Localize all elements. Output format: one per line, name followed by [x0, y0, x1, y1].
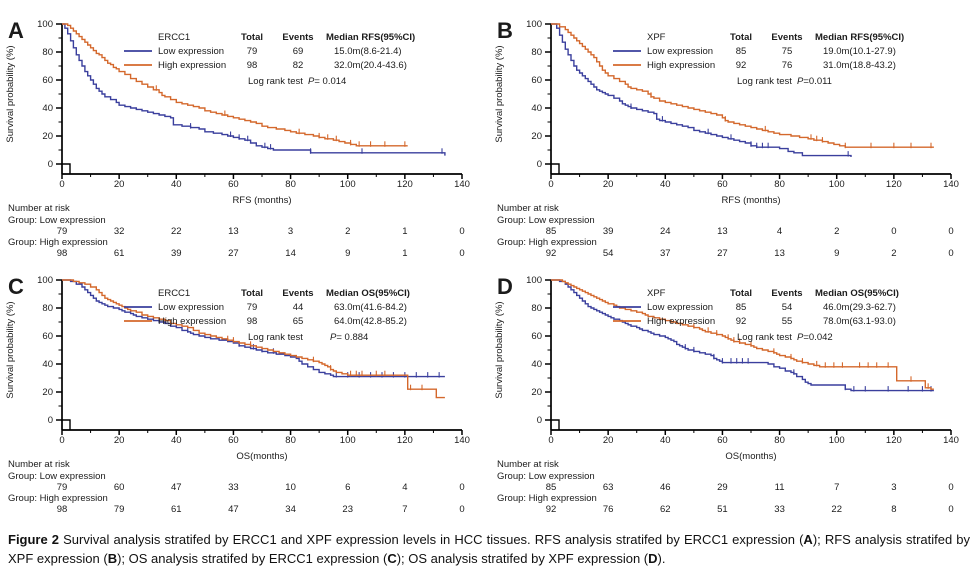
risk-value: 92 [545, 504, 557, 515]
risk-value: 47 [228, 504, 239, 515]
x-axis-title: RFS (months) [232, 195, 292, 206]
legend-group-title: XPF [647, 288, 666, 299]
legend-events-value: 69 [292, 46, 304, 57]
risk-value: 24 [659, 226, 671, 237]
x-tick-label: 80 [285, 179, 296, 190]
panel-letter: C [8, 274, 24, 299]
x-tick-label: 20 [602, 435, 614, 446]
risk-group-label: Group: Low expression [497, 471, 595, 482]
legend-series-label: Low expression [647, 46, 714, 57]
legend-col-events: Events [282, 288, 314, 299]
panel-b [489, 4, 978, 260]
caption-bold-segment: B [107, 550, 118, 566]
x-tick-label: 120 [396, 435, 413, 446]
y-tick-label: 0 [47, 415, 53, 427]
y-tick-label: 40 [531, 103, 542, 115]
risk-value: 0 [948, 482, 954, 493]
risk-value: 79 [56, 482, 68, 493]
panel-letter: D [497, 274, 513, 299]
legend-total-value: 79 [246, 302, 258, 313]
risk-value: 61 [113, 248, 125, 259]
panel-a [0, 4, 489, 260]
legend-col-total: Total [730, 288, 752, 299]
risk-value: 10 [285, 482, 296, 493]
origin-notch [62, 420, 70, 430]
legend-median-value: 31.0m(18.8-43.2) [823, 60, 896, 71]
x-tick-label: 140 [943, 179, 959, 190]
legend-series-label: High expression [158, 60, 227, 71]
log-rank-label: Log rank test [737, 332, 792, 343]
risk-value: 3 [891, 482, 897, 493]
legend-median-value: 63.0m(41.6-84.2) [334, 302, 407, 313]
risk-value: 1 [402, 248, 408, 259]
legend-col-total: Total [241, 288, 263, 299]
risk-value: 47 [170, 482, 182, 493]
caption-segment: ); OS analysis stratifed by ERCC1 expression ( [117, 550, 388, 566]
risk-value: 27 [228, 248, 239, 259]
risk-value: 4 [776, 226, 783, 237]
risk-value: 2 [834, 226, 840, 237]
risk-value: 0 [459, 504, 465, 515]
risk-value: 9 [345, 248, 351, 259]
y-tick-label: 100 [526, 275, 542, 287]
risk-value: 7 [402, 504, 408, 515]
risk-value: 92 [545, 248, 557, 259]
risk-value: 33 [774, 504, 785, 515]
risk-value: 62 [659, 504, 671, 515]
y-axis-title: Survival probability (%) [5, 45, 16, 143]
caption-segment: Survival analysis stratifed by ERCC1 and XPF expression levels in HCC tissues. RFS analysis stratifed by ERCC1 expression ( [63, 532, 804, 547]
km-plot-svg [489, 4, 978, 260]
log-rank-label: Log rank test [737, 76, 792, 87]
number-at-risk-title: Number at risk [8, 203, 70, 214]
y-tick-label: 80 [42, 303, 53, 315]
risk-value: 13 [228, 226, 239, 237]
legend-series-label: High expression [647, 316, 716, 327]
legend-median-value: 19.0m(10.1-27.9) [823, 46, 896, 57]
y-tick-label: 80 [531, 47, 542, 59]
origin-notch [551, 164, 559, 174]
legend-total-value: 92 [735, 316, 747, 327]
risk-value: 0 [948, 226, 954, 237]
risk-value: 4 [402, 482, 408, 493]
legend-events-value: 44 [292, 302, 304, 313]
legend-total-value: 92 [735, 60, 747, 71]
risk-value: 63 [602, 482, 614, 493]
risk-value: 98 [56, 504, 68, 515]
legend-series-label: Low expression [647, 302, 714, 313]
log-rank-p-value: P= 0.884 [330, 332, 369, 343]
x-tick-label: 140 [943, 435, 959, 446]
risk-value: 0 [459, 482, 465, 493]
x-tick-label: 100 [339, 179, 356, 190]
risk-value: 98 [56, 248, 68, 259]
km-plot-svg [489, 260, 978, 516]
y-tick-label: 60 [42, 331, 53, 343]
risk-group-label: Group: High expression [8, 493, 108, 504]
risk-value: 51 [717, 504, 728, 515]
legend-total-value: 79 [246, 46, 258, 57]
x-tick-label: 40 [170, 435, 182, 446]
risk-value: 3 [287, 226, 294, 237]
caption-segment: ). [657, 550, 666, 566]
risk-value: 13 [774, 248, 785, 259]
y-tick-label: 100 [37, 19, 53, 31]
risk-value: 46 [659, 482, 671, 493]
origin-notch [551, 420, 559, 430]
risk-value: 79 [113, 504, 125, 515]
x-tick-label: 0 [548, 179, 554, 190]
y-tick-label: 20 [42, 131, 53, 143]
x-tick-label: 20 [113, 435, 125, 446]
risk-group-label: Group: High expression [8, 237, 108, 248]
x-tick-label: 40 [659, 435, 671, 446]
x-tick-label: 120 [885, 179, 902, 190]
y-tick-label: 80 [42, 47, 53, 59]
origin-notch [62, 164, 70, 174]
risk-value: 6 [345, 482, 351, 493]
risk-value: 0 [459, 226, 465, 237]
panel-letter: A [8, 18, 24, 43]
legend-series-label: High expression [158, 316, 227, 327]
y-tick-label: 60 [42, 75, 53, 87]
risk-value: 85 [545, 482, 557, 493]
risk-group-label: Group: Low expression [8, 471, 106, 482]
risk-value: 39 [170, 248, 182, 259]
legend-events-value: 55 [781, 316, 793, 327]
log-rank-p-value: P= 0.014 [308, 76, 347, 87]
x-tick-label: 0 [59, 179, 65, 190]
risk-value: 37 [659, 248, 671, 259]
x-tick-label: 100 [339, 435, 356, 446]
number-at-risk-title: Number at risk [8, 459, 70, 470]
risk-value: 0 [891, 226, 897, 237]
risk-value: 14 [285, 248, 296, 259]
log-rank-p-value: P=0.042 [797, 332, 833, 343]
risk-group-label: Group: High expression [497, 237, 597, 248]
legend-total-value: 85 [735, 302, 747, 313]
y-tick-label: 0 [47, 159, 53, 171]
legend-total-value: 98 [246, 316, 258, 327]
y-axis-title: Survival probability (%) [5, 301, 16, 399]
x-tick-label: 20 [113, 179, 125, 190]
panel-c [0, 260, 489, 516]
legend-median-value: 64.0m(42.8-85.2) [334, 316, 407, 327]
y-tick-label: 100 [526, 19, 542, 31]
risk-value: 29 [717, 482, 728, 493]
number-at-risk-title: Number at risk [497, 459, 559, 470]
legend-median-value: 78.0m(63.1-93.0) [823, 316, 896, 327]
risk-value: 39 [602, 226, 614, 237]
km-plot-svg [0, 260, 489, 516]
risk-value: 34 [285, 504, 296, 515]
legend-col-total: Total [730, 32, 752, 43]
risk-value: 85 [545, 226, 557, 237]
y-tick-label: 40 [42, 103, 53, 115]
caption-bold-segment: Figure 2 [8, 532, 64, 547]
risk-value: 11 [774, 482, 785, 493]
log-rank-label: Log rank test [248, 332, 303, 343]
x-tick-label: 60 [717, 179, 728, 190]
legend-median-value: 32.0m(20.4-43.6) [334, 60, 407, 71]
x-tick-label: 60 [228, 179, 239, 190]
x-tick-label: 120 [396, 179, 413, 190]
y-tick-label: 40 [42, 359, 53, 371]
legend-series-label: High expression [647, 60, 716, 71]
legend-median-value: 46.0m(29.3-62.7) [823, 302, 896, 313]
risk-value: 2 [345, 226, 351, 237]
x-tick-label: 40 [170, 179, 182, 190]
legend-total-value: 98 [246, 60, 258, 71]
x-tick-label: 100 [828, 179, 845, 190]
risk-value: 61 [170, 504, 182, 515]
legend-col-events: Events [282, 32, 314, 43]
x-axis-title: OS(months) [725, 451, 777, 462]
y-tick-label: 20 [531, 387, 542, 399]
caption-bold-segment: D [648, 550, 658, 566]
y-tick-label: 60 [531, 331, 542, 343]
panel-letter: B [497, 18, 513, 43]
risk-group-label: Group: High expression [497, 493, 597, 504]
risk-group-label: Group: Low expression [8, 215, 106, 226]
risk-value: 60 [113, 482, 125, 493]
risk-value: 32 [113, 226, 125, 237]
risk-value: 79 [56, 226, 68, 237]
x-tick-label: 80 [285, 435, 296, 446]
x-tick-label: 100 [828, 435, 845, 446]
legend-series-label: Low expression [158, 46, 225, 57]
x-tick-label: 140 [454, 179, 470, 190]
y-tick-label: 0 [536, 415, 542, 427]
caption-bold-segment: A [803, 532, 813, 547]
legend-events-value: 82 [292, 60, 304, 71]
legend-col-median: Median RFS(95%CI) [815, 32, 905, 43]
risk-value: 9 [834, 248, 840, 259]
x-axis-title: RFS (months) [721, 195, 781, 206]
km-plot-svg [0, 4, 489, 260]
risk-value: 76 [602, 504, 614, 515]
number-at-risk-title: Number at risk [497, 203, 559, 214]
legend-series-label: Low expression [158, 302, 225, 313]
legend-col-median: Median RFS(95%CI) [326, 32, 416, 43]
risk-value: 7 [834, 482, 840, 493]
x-tick-label: 0 [548, 435, 554, 446]
axes [62, 24, 462, 174]
panel-d [489, 260, 978, 516]
risk-value: 0 [948, 248, 954, 259]
risk-value: 27 [717, 248, 728, 259]
legend-total-value: 85 [735, 46, 747, 57]
y-axis-title: Survival probability (%) [494, 301, 505, 399]
risk-value: 2 [891, 248, 897, 259]
x-tick-label: 40 [659, 179, 671, 190]
risk-value: 13 [717, 226, 728, 237]
x-tick-label: 140 [454, 435, 470, 446]
risk-value: 0 [948, 504, 954, 515]
y-tick-label: 60 [531, 75, 542, 87]
legend-col-median: Median OS(95%CI) [326, 288, 410, 299]
risk-value: 1 [402, 226, 408, 237]
legend-col-total: Total [241, 32, 263, 43]
caption-bold-segment: C [387, 550, 397, 566]
x-tick-label: 20 [602, 179, 614, 190]
legend-group-title: XPF [647, 32, 666, 43]
risk-value: 33 [228, 482, 239, 493]
risk-value: 0 [459, 248, 465, 259]
y-axis-title: Survival probability (%) [494, 45, 505, 143]
legend-events-value: 65 [292, 316, 304, 327]
legend-col-median: Median OS(95%CI) [815, 288, 899, 299]
y-tick-label: 20 [531, 131, 542, 143]
x-tick-label: 80 [774, 435, 785, 446]
x-tick-label: 0 [59, 435, 65, 446]
risk-value: 54 [602, 248, 614, 259]
risk-value: 22 [831, 504, 843, 515]
legend-median-value: 15.0m(8.6-21.4) [334, 46, 402, 57]
legend-events-value: 76 [781, 60, 793, 71]
caption-segment: ); OS analysis stratifed by XPF expression ( [396, 550, 649, 566]
caption-segment: ); RFS analysis stratifed by XPF expression ( [8, 532, 971, 566]
y-tick-label: 0 [536, 159, 542, 171]
risk-group-label: Group: Low expression [497, 215, 595, 226]
survival-curve-low-expression [62, 24, 445, 156]
legend-group-title: ERCC1 [158, 32, 191, 43]
x-tick-label: 80 [774, 179, 785, 190]
x-tick-label: 60 [228, 435, 239, 446]
figure-caption [8, 531, 970, 569]
legend-col-events: Events [771, 32, 803, 43]
legend-events-value: 75 [781, 46, 793, 57]
legend-events-value: 54 [781, 302, 793, 313]
y-tick-label: 20 [42, 387, 53, 399]
x-axis-title: OS(months) [236, 451, 288, 462]
y-tick-label: 80 [531, 303, 542, 315]
legend-group-title: ERCC1 [158, 288, 191, 299]
x-tick-label: 60 [717, 435, 728, 446]
y-tick-label: 40 [531, 359, 542, 371]
x-tick-label: 120 [885, 435, 902, 446]
risk-value: 22 [170, 226, 182, 237]
risk-value: 8 [891, 504, 897, 515]
log-rank-label: Log rank test [248, 76, 303, 87]
risk-value: 23 [342, 504, 354, 515]
log-rank-p-value: P=0.011 [797, 76, 832, 87]
y-tick-label: 100 [37, 275, 53, 287]
legend-col-events: Events [771, 288, 803, 299]
